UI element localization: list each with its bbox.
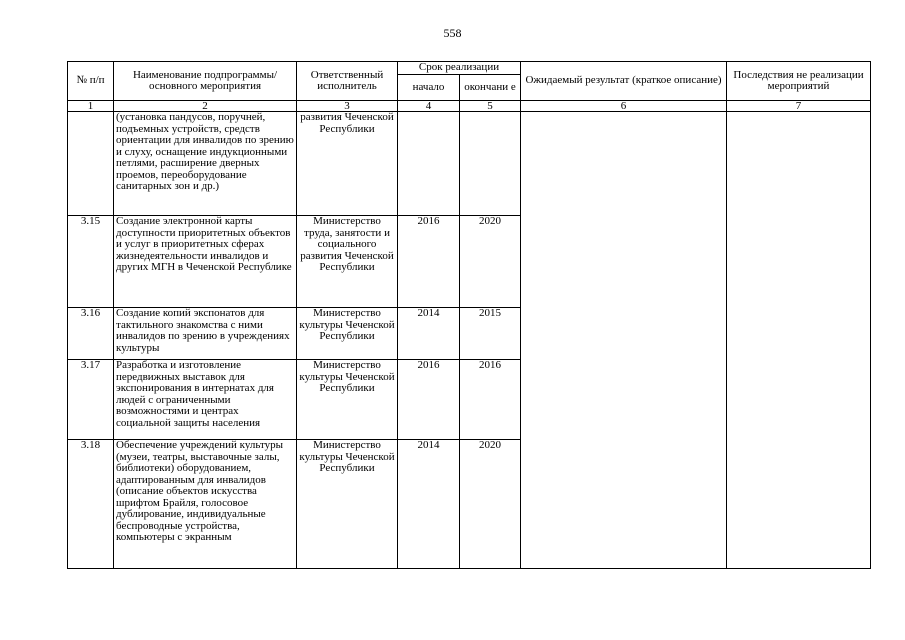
header-term: Срок реализации <box>398 62 521 75</box>
row-num: 3.16 <box>68 308 114 360</box>
row-start: 2014 <box>398 308 460 360</box>
row-responsible: развития Чеченской Республики <box>297 112 398 216</box>
result-cell <box>521 112 727 569</box>
row-end: 2015 <box>460 308 521 360</box>
header-consequences: Последствия не реализации мероприятий <box>727 62 871 101</box>
row-start: 2016 <box>398 216 460 308</box>
column-number: 3 <box>297 101 398 112</box>
row-end: 2020 <box>460 216 521 308</box>
header-end: окончани е <box>460 75 521 101</box>
row-start: 2014 <box>398 440 460 569</box>
row-end <box>460 112 521 216</box>
row-name: Создание электронной карты доступности приоритетных объектов и услуг в приоритетных сферах жизнедеятельности инвалидов и других МГН в Чеченской Республике <box>114 216 297 308</box>
row-name: Обеспечение учреждений культуры (музеи, театры, выставочные залы, библиотеки) оборудованием, адаптированным для инвалидов (описание объектов искусства шрифтом Брайля, голосовое дублирование, индивидуальные беспроводные устройства, компьютеры с экранным <box>114 440 297 569</box>
activities-table <box>67 61 871 569</box>
row-start <box>398 112 460 216</box>
header-name: Наименование подпрограммы/ основного мероприятия <box>114 62 297 101</box>
row-start: 2016 <box>398 360 460 440</box>
column-number: 1 <box>68 101 114 112</box>
column-numbers-row <box>68 101 871 112</box>
header-result: Ожидаемый результат (краткое описание) <box>521 62 727 101</box>
row-name: Создание копий экспонатов для тактильного знакомства с ними инвалидов по зрению в учреждениях культуры <box>114 308 297 360</box>
row-responsible: Министерство труда, занятости и социального развития Чеченской Республики <box>297 216 398 308</box>
row-end: 2016 <box>460 360 521 440</box>
column-number: 5 <box>460 101 521 112</box>
row-num: 3.18 <box>68 440 114 569</box>
row-responsible: Министерство культуры Чеченской Республики <box>297 360 398 440</box>
row-name: (установка пандусов, поручней, подъемных устройств, средств ориентации для инвалидов по зрению и слуху, оснащение индукционными петлями, расширение дверных проемов, переоборудование санитарных зон и др.) <box>114 112 297 216</box>
row-responsible: Министерство культуры Чеченской Республики <box>297 308 398 360</box>
column-number: 6 <box>521 101 727 112</box>
column-number: 2 <box>114 101 297 112</box>
consequences-cell <box>727 112 871 569</box>
table-row <box>68 112 871 216</box>
header-start: начало <box>398 75 460 101</box>
header-num: № п/п <box>68 62 114 101</box>
row-responsible: Министерство культуры Чеченской Республики <box>297 440 398 569</box>
row-num: 3.15 <box>68 216 114 308</box>
row-num <box>68 112 114 216</box>
row-name: Разработка и изготовление передвижных выставок для экспонирования в интернатах для людей с ограниченными возможностями и центрах социальной защиты населения <box>114 360 297 440</box>
column-number: 4 <box>398 101 460 112</box>
row-num: 3.17 <box>68 360 114 440</box>
page-number: 558 <box>443 26 462 40</box>
column-number: 7 <box>727 101 871 112</box>
row-end: 2020 <box>460 440 521 569</box>
header-responsible: Ответственный исполнитель <box>297 62 398 101</box>
